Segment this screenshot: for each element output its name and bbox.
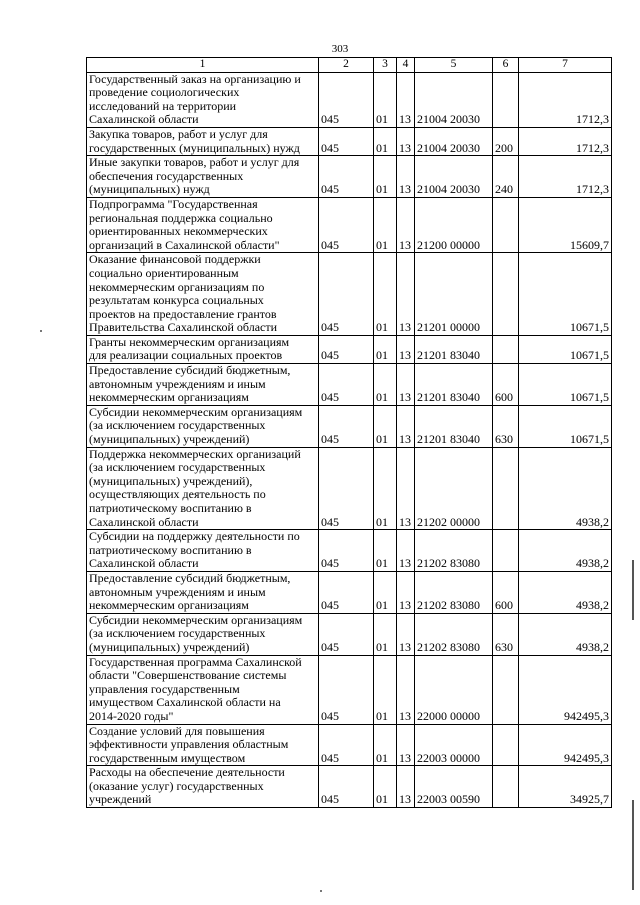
subsection-code-cell: 13: [397, 156, 415, 198]
expense-type-cell: 630: [493, 405, 519, 447]
subsection-code-cell: 13: [397, 364, 415, 406]
row-name-cell: Закупка товаров, работ и услуг для государственных (муниципальных) нужд: [87, 127, 319, 155]
section-code-cell: 01: [374, 724, 397, 766]
target-article-cell: 21202 00000: [415, 447, 493, 530]
subsection-code-cell: 13: [397, 655, 415, 724]
section-code-cell: 01: [374, 405, 397, 447]
table-row: [87, 335, 612, 363]
subsection-code-cell: 13: [397, 253, 415, 336]
admin-code-cell: 045: [319, 127, 374, 155]
table-row: [87, 156, 612, 198]
target-article-cell: 21004 20030: [415, 72, 493, 127]
section-code-cell: 01: [374, 364, 397, 406]
table-row: [87, 127, 612, 155]
table-row: [87, 724, 612, 766]
admin-code-cell: 045: [319, 335, 374, 363]
admin-code-cell: 045: [319, 613, 374, 655]
table-row: [87, 405, 612, 447]
row-name-cell: Гранты некоммерческим организациям для реализации социальных проектов: [87, 335, 319, 363]
table-row: [87, 766, 612, 808]
row-name-cell: Иные закупки товаров, работ и услуг для обеспечения государственных (муниципальных) нужд: [87, 156, 319, 198]
section-code-cell: 01: [374, 530, 397, 572]
table-row: [87, 364, 612, 406]
scan-margin-mark: [632, 560, 634, 620]
section-code-cell: 01: [374, 335, 397, 363]
expense-type-cell: [493, 447, 519, 530]
section-code-cell: 01: [374, 655, 397, 724]
row-name-cell: Создание условий для повышения эффективности управления областным государственным имуществом: [87, 724, 319, 766]
section-code-cell: 01: [374, 197, 397, 252]
target-article-cell: 21004 20030: [415, 156, 493, 198]
amount-cell: 34925,7: [519, 766, 612, 808]
scan-margin-mark: [632, 800, 634, 890]
scan-dot: [40, 330, 42, 332]
section-code-cell: 01: [374, 127, 397, 155]
admin-code-cell: 045: [319, 724, 374, 766]
target-article-cell: 21202 83080: [415, 571, 493, 613]
admin-code-cell: 045: [319, 530, 374, 572]
target-article-cell: 21202 83080: [415, 613, 493, 655]
expense-type-cell: 600: [493, 364, 519, 406]
table-row: [87, 530, 612, 572]
expense-type-cell: 200: [493, 127, 519, 155]
target-article-cell: 21200 00000: [415, 197, 493, 252]
row-name-cell: Расходы на обеспечение деятельности (оказание услуг) государственных учреждений: [87, 766, 319, 808]
amount-cell: 15609,7: [519, 197, 612, 252]
admin-code-cell: 045: [319, 253, 374, 336]
budget-table: [86, 57, 612, 808]
amount-cell: 4938,2: [519, 530, 612, 572]
expense-type-cell: 240: [493, 156, 519, 198]
subsection-code-cell: 13: [397, 530, 415, 572]
amount-cell: 4938,2: [519, 613, 612, 655]
row-name-cell: Подпрограмма "Государственная региональная поддержка социально ориентированных некоммерческих организаций в Сахалинской области": [87, 197, 319, 252]
target-article-cell: 21201 83040: [415, 405, 493, 447]
amount-cell: 10671,5: [519, 253, 612, 336]
expense-type-cell: [493, 72, 519, 127]
section-code-cell: 01: [374, 72, 397, 127]
column-header: 2: [319, 58, 374, 73]
admin-code-cell: 045: [319, 197, 374, 252]
table-row: [87, 655, 612, 724]
admin-code-cell: 045: [319, 447, 374, 530]
column-header: 1: [87, 58, 319, 73]
target-article-cell: 22000 00000: [415, 655, 493, 724]
amount-cell: 10671,5: [519, 405, 612, 447]
target-article-cell: 21201 00000: [415, 253, 493, 336]
admin-code-cell: 045: [319, 405, 374, 447]
section-code-cell: 01: [374, 613, 397, 655]
expense-type-cell: 630: [493, 613, 519, 655]
expense-type-cell: [493, 766, 519, 808]
subsection-code-cell: 13: [397, 197, 415, 252]
target-article-cell: 22003 00590: [415, 766, 493, 808]
expense-type-cell: [493, 724, 519, 766]
amount-cell: 1712,3: [519, 156, 612, 198]
target-article-cell: 21201 83040: [415, 335, 493, 363]
amount-cell: 942495,3: [519, 724, 612, 766]
admin-code-cell: 045: [319, 72, 374, 127]
table-row: [87, 447, 612, 530]
row-name-cell: Поддержка некоммерческих организаций (за исключением государственных (муниципальных) учреждений), осуществляющих деятельность по патриотическому воспитанию в Сахалинской области: [87, 447, 319, 530]
scan-dot: [320, 890, 322, 892]
amount-cell: 10671,5: [519, 364, 612, 406]
subsection-code-cell: 13: [397, 766, 415, 808]
row-name-cell: Предоставление субсидий бюджетным, автономным учреждениям и иным некоммерческим организациям: [87, 571, 319, 613]
table-row: [87, 613, 612, 655]
section-code-cell: 01: [374, 571, 397, 613]
row-name-cell: Субсидии некоммерческим организациям (за исключением государственных (муниципальных) учреждений): [87, 613, 319, 655]
row-name-cell: Предоставление субсидий бюджетным, автономным учреждениям и иным некоммерческим организациям: [87, 364, 319, 406]
expense-type-cell: 600: [493, 571, 519, 613]
row-name-cell: Государственная программа Сахалинской области "Совершенствование системы управления государственным имуществом Сахалинской области на 2014-2020 годы": [87, 655, 319, 724]
target-article-cell: 22003 00000: [415, 724, 493, 766]
row-name-cell: Субсидии некоммерческим организациям (за исключением государственных (муниципальных) учреждений): [87, 405, 319, 447]
amount-cell: 1712,3: [519, 127, 612, 155]
row-name-cell: Государственный заказ на организацию и проведение социологических исследований на территории Сахалинской области: [87, 72, 319, 127]
subsection-code-cell: 13: [397, 335, 415, 363]
admin-code-cell: 045: [319, 571, 374, 613]
column-header: 4: [397, 58, 415, 73]
target-article-cell: 21004 20030: [415, 127, 493, 155]
admin-code-cell: 045: [319, 364, 374, 406]
section-code-cell: 01: [374, 253, 397, 336]
subsection-code-cell: 13: [397, 127, 415, 155]
amount-cell: 942495,3: [519, 655, 612, 724]
admin-code-cell: 045: [319, 156, 374, 198]
section-code-cell: 01: [374, 766, 397, 808]
subsection-code-cell: 13: [397, 72, 415, 127]
table-row: [87, 197, 612, 252]
table-row: [87, 253, 612, 336]
column-header: 5: [415, 58, 493, 73]
amount-cell: 4938,2: [519, 447, 612, 530]
subsection-code-cell: 13: [397, 571, 415, 613]
subsection-code-cell: 13: [397, 613, 415, 655]
row-name-cell: Субсидии на поддержку деятельности по патриотическому воспитанию в Сахалинской области: [87, 530, 319, 572]
target-article-cell: 21201 83040: [415, 364, 493, 406]
admin-code-cell: 045: [319, 655, 374, 724]
column-header: 3: [374, 58, 397, 73]
target-article-cell: 21202 83080: [415, 530, 493, 572]
expense-type-cell: [493, 655, 519, 724]
column-header: 6: [493, 58, 519, 73]
expense-type-cell: [493, 197, 519, 252]
expense-type-cell: [493, 253, 519, 336]
admin-code-cell: 045: [319, 766, 374, 808]
section-code-cell: 01: [374, 156, 397, 198]
section-code-cell: 01: [374, 447, 397, 530]
expense-type-cell: [493, 530, 519, 572]
subsection-code-cell: 13: [397, 447, 415, 530]
table-row: [87, 72, 612, 127]
subsection-code-cell: 13: [397, 405, 415, 447]
table-header-row: [87, 58, 612, 73]
table-row: [87, 571, 612, 613]
amount-cell: 1712,3: [519, 72, 612, 127]
page-number: 303: [331, 43, 349, 55]
subsection-code-cell: 13: [397, 724, 415, 766]
amount-cell: 10671,5: [519, 335, 612, 363]
column-header: 7: [519, 58, 612, 73]
row-name-cell: Оказание финансовой поддержки социально ориентированным некоммерческим организациям по результатам конкурса социальных проектов на предоставление грантов Правительства Сахалинской области: [87, 253, 319, 336]
amount-cell: 4938,2: [519, 571, 612, 613]
expense-type-cell: [493, 335, 519, 363]
